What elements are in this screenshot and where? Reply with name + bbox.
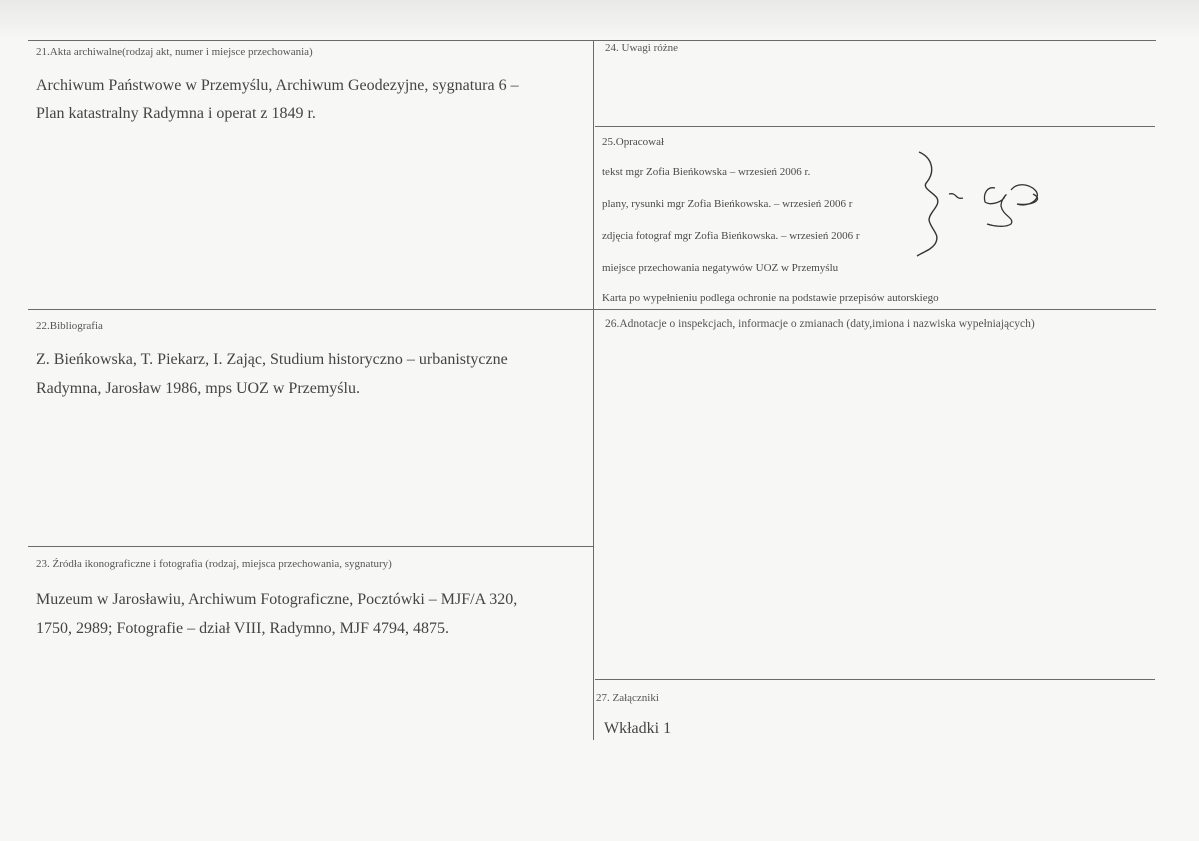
divider-22-23: [28, 546, 593, 547]
divider-24-25: [595, 126, 1155, 127]
negative-storage: miejsce przechowania negatywów UOZ w Przemyślu: [602, 262, 839, 274]
section-21-label: 21.Akta archiwalne(rodzaj akt, numer i miejsce przechowania): [36, 46, 313, 58]
section-21-line-1: Archiwum Państwowe w Przemyślu, Archiwum Geodezyjne, sygnatura 6 –: [36, 77, 519, 94]
section-21-line-2: Plan katastralny Radymna i operat z 1849 r.: [36, 105, 316, 122]
attachments-value: Wkładki 1: [604, 720, 672, 737]
section-23-label: 23. Źródła ikonograficzne i fotografia (rodzaj, miejsca przechowania, sygnatury): [36, 558, 392, 570]
credit-plany: plany, rysunki mgr Zofia Bieńkowska. – wrzesień 2006 r: [602, 198, 853, 210]
section-22-line-1: Z. Bieńkowska, T. Piekarz, I. Zając, Studium historyczno – urbanistyczne: [36, 351, 508, 368]
top-border: [28, 40, 1156, 41]
section-27-label: 27. Załączniki: [596, 692, 659, 704]
section-23-line-2: 1750, 2989; Fotografie – dział VIII, Radymno, MJF 4794, 4875.: [36, 620, 450, 637]
paper-texture: [0, 0, 1199, 40]
copyright-note: Karta po wypełnieniu podlega ochronie na podstawie przepisów autorskiego: [602, 292, 939, 304]
section-25-label: 25.Opracował: [602, 136, 665, 148]
section-23-line-1: Muzeum w Jarosławiu, Archiwum Fotograficzne, Pocztówki – MJF/A 320,: [36, 591, 518, 608]
section-22-line-2: Radymna, Jarosław 1986, mps UOZ w Przemyślu.: [36, 380, 360, 397]
divider-26-27: [595, 679, 1155, 680]
divider-middle: [28, 309, 1156, 310]
section-26-label: 26.Adnotacje o inspekcjach, informacje o zmianach (daty,imiona i nazwiska wypełniających): [605, 318, 1035, 330]
handwritten-signature: [905, 148, 1055, 258]
section-24-label: 24. Uwagi różne: [605, 42, 679, 54]
credit-zdjecia: zdjęcia fotograf mgr Zofia Bieńkowska. – wrzesień 2006 r: [602, 230, 860, 242]
center-divider: [593, 40, 594, 740]
credit-tekst: tekst mgr Zofia Bieńkowska – wrzesień 2006 r.: [602, 166, 811, 178]
section-22-label: 22.Bibliografia: [36, 320, 103, 332]
